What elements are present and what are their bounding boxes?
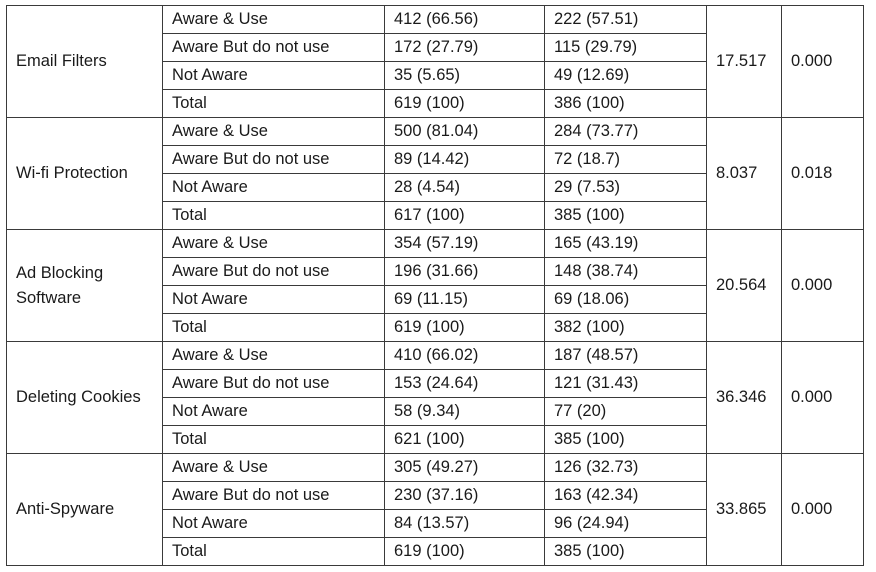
group2-value: 386 (100) [545, 90, 707, 118]
group1-value: 35 (5.65) [385, 62, 545, 90]
group2-value: 385 (100) [545, 426, 707, 454]
group1-value: 196 (31.66) [385, 258, 545, 286]
awareness-label: Aware & Use [163, 6, 385, 34]
group1-value: 58 (9.34) [385, 398, 545, 426]
awareness-label: Total [163, 314, 385, 342]
awareness-label: Not Aware [163, 174, 385, 202]
awareness-label: Aware But do not use [163, 370, 385, 398]
chi-square-value: 36.346 [707, 342, 782, 454]
group2-value: 115 (29.79) [545, 34, 707, 62]
group1-value: 617 (100) [385, 202, 545, 230]
table-row [7, 454, 864, 482]
chi-square-value: 8.037 [707, 118, 782, 230]
group1-value: 412 (66.56) [385, 6, 545, 34]
group2-value: 163 (42.34) [545, 482, 707, 510]
awareness-label: Total [163, 426, 385, 454]
group2-value: 222 (57.51) [545, 6, 707, 34]
p-value: 0.000 [782, 454, 864, 566]
p-value: 0.000 [782, 230, 864, 342]
technique-cell: Deleting Cookies [7, 342, 163, 454]
group2-value: 187 (48.57) [545, 342, 707, 370]
table-row [7, 230, 864, 258]
chi-square-value: 20.564 [707, 230, 782, 342]
awareness-label: Total [163, 90, 385, 118]
technique-cell: Wi-fi Protection [7, 118, 163, 230]
group2-value: 382 (100) [545, 314, 707, 342]
group1-value: 621 (100) [385, 426, 545, 454]
group1-value: 410 (66.02) [385, 342, 545, 370]
group1-value: 619 (100) [385, 314, 545, 342]
group2-value: 96 (24.94) [545, 510, 707, 538]
group2-value: 165 (43.19) [545, 230, 707, 258]
awareness-label: Aware But do not use [163, 258, 385, 286]
group1-value: 230 (37.16) [385, 482, 545, 510]
group1-value: 354 (57.19) [385, 230, 545, 258]
group2-value: 385 (100) [545, 202, 707, 230]
awareness-label: Not Aware [163, 286, 385, 314]
awareness-label: Aware But do not use [163, 482, 385, 510]
group1-value: 619 (100) [385, 538, 545, 566]
awareness-table [6, 5, 864, 566]
group1-value: 28 (4.54) [385, 174, 545, 202]
group1-value: 619 (100) [385, 90, 545, 118]
group1-value: 305 (49.27) [385, 454, 545, 482]
group2-value: 69 (18.06) [545, 286, 707, 314]
technique-cell: Anti-Spyware [7, 454, 163, 566]
group2-value: 121 (31.43) [545, 370, 707, 398]
group2-value: 72 (18.7) [545, 146, 707, 174]
awareness-label: Aware & Use [163, 118, 385, 146]
chi-square-value: 33.865 [707, 454, 782, 566]
group1-value: 153 (24.64) [385, 370, 545, 398]
awareness-label: Total [163, 538, 385, 566]
technique-cell: Email Filters [7, 6, 163, 118]
table-row [7, 6, 864, 34]
group2-value: 148 (38.74) [545, 258, 707, 286]
p-value: 0.000 [782, 6, 864, 118]
awareness-label: Aware & Use [163, 230, 385, 258]
awareness-label: Aware & Use [163, 454, 385, 482]
awareness-label: Not Aware [163, 62, 385, 90]
awareness-label: Aware But do not use [163, 34, 385, 62]
technique-cell: Ad Blocking Software [7, 230, 163, 342]
group1-value: 84 (13.57) [385, 510, 545, 538]
group2-value: 385 (100) [545, 538, 707, 566]
group1-value: 69 (11.15) [385, 286, 545, 314]
table-row [7, 342, 864, 370]
group2-value: 284 (73.77) [545, 118, 707, 146]
awareness-label: Aware But do not use [163, 146, 385, 174]
awareness-label: Not Aware [163, 510, 385, 538]
table-body [7, 6, 864, 566]
group1-value: 500 (81.04) [385, 118, 545, 146]
table-row [7, 118, 864, 146]
group2-value: 126 (32.73) [545, 454, 707, 482]
group2-value: 49 (12.69) [545, 62, 707, 90]
group1-value: 89 (14.42) [385, 146, 545, 174]
chi-square-value: 17.517 [707, 6, 782, 118]
awareness-label: Aware & Use [163, 342, 385, 370]
awareness-label: Total [163, 202, 385, 230]
group2-value: 77 (20) [545, 398, 707, 426]
p-value: 0.000 [782, 342, 864, 454]
group1-value: 172 (27.79) [385, 34, 545, 62]
p-value: 0.018 [782, 118, 864, 230]
awareness-label: Not Aware [163, 398, 385, 426]
group2-value: 29 (7.53) [545, 174, 707, 202]
